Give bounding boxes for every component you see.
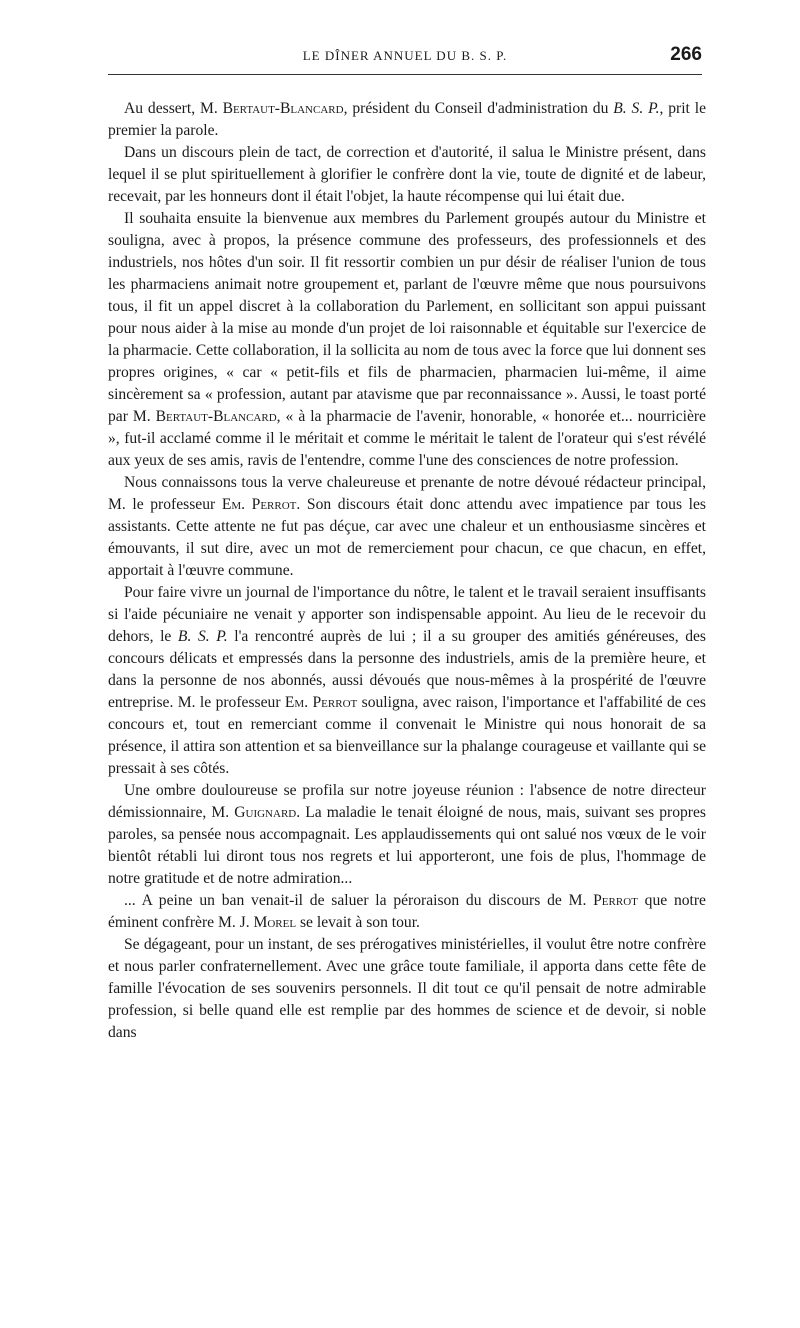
paragraph-6-text-b: . La maladie le tenait éloigné de nous, mais, suivant ses propres paroles, sa pensée nous accompagnait. Les applaudissements qui ont salué nos vœux de le voir bientôt rétabli lui diront tous nos regrets et lui apporteront, une fois de plus, l'hommage de notre gratitude et de notre admiration... <box>108 804 706 887</box>
paragraph-8: Se dégageant, pour un instant, de ses prérogatives ministérielles, il voulut être notre confrère et nous parler confraternellement. Avec une grâce toute familiale, il apporta dans cette fête de famille l'évocation de ses souvenirs personnels. Il dit tout ce qu'il pensait de notre admirable profession, si belle quand elle est remplie par des hommes de science et de devoir, si noble dans <box>108 936 706 1041</box>
paragraph-1 <box>108 98 706 142</box>
page-header <box>108 44 702 75</box>
person-name: Guignard <box>234 804 297 821</box>
paragraph-5-text-a: Pour faire vivre un journal de l'importance du nôtre, le talent et le travail seraient insuffisants si l'aide pécuniaire ne venait y apporter son indispensable appoint. Au lieu de le recevoir du dehors, le <box>108 584 706 645</box>
paragraph-7-text-c: se levait à son tour. <box>296 914 420 931</box>
person-name: Em. Perrot <box>284 694 358 711</box>
person-name: Em. Perrot <box>221 496 297 513</box>
page-number: 266 <box>670 44 702 65</box>
paragraph-4-text-a: Nous connaissons tous la verve chaleureuse et prenante de notre dévoué rédacteur principal, M. le professeur <box>108 474 706 513</box>
paragraph-3-text-b: , « à la pharmacie de l'avenir, honorable, « honorée et... nourricière », fut-il acclamé comme il le méritait et comme le méritait le talent de l'orateur qui s'est révélé aux yeux de ses amis, ravis de l'entendre, comme l'une des consciences de notre profession. <box>108 408 706 469</box>
paragraph-3-text-a: Il souhaita ensuite la bienvenue aux membres du Parlement groupés autour du Ministre et souligna, avec à propos, la présence commune des professeurs, des professionnels et des industriels, nos hôtes d'un soir. Il fit ressortir combien un pur désir de réaliser l'union de tous les pharmaciens animait notre groupement et, parlant de l'œuvre même que nous poursuivons tous, il fit un appel discret à la collaboration du Parlement, en sollicitant son appui puissant pour nous aider à la mise au monde d'un projet de loi raisonnable et équitable sur l'exercice de la pharmacie. Cette collaboration, il la sollicita au nom de tous avec la force que lui donnent ses propres origines, « car « petit-fils et fils de pharmacien, pharmacien lui-même, il aime sincèrement sa « profession, autant par atavisme que par reconnaissance ». Aussi, le toast porté par M. <box>108 210 706 425</box>
article-body <box>108 98 706 1044</box>
paragraph-1-text-b: , président du Conseil d'administration du <box>343 100 614 117</box>
person-name: Perrot <box>593 892 638 909</box>
paragraph-2: Dans un discours plein de tact, de correction et d'autorité, il salua le Ministre présent, dans lequel il se plut spirituellement à glorifier le confrère dont la vie, toute de dignité et de labeur, recevait, par les honneurs dont il était l'objet, la haute récompense qui lui était due. <box>108 144 706 205</box>
journal-name: B. S. P. <box>613 100 660 117</box>
running-title: LE DÎNER ANNUEL DU B. S. P. <box>302 48 508 63</box>
paragraph-5-text-c: souligna, avec raison, l'importance et l'affabilité de ces concours et, tout en remerciant comme il convenait le Ministre qui nous honorait de sa présence, il attira son attention et sa bienveillance sur la phalange courageuse et vaillante qui se pressait à ses côtés. <box>108 694 706 777</box>
paragraph-5 <box>108 582 706 780</box>
paragraph-6 <box>108 780 706 890</box>
paragraph-7-text-b: que notre éminent confrère M. J. <box>108 892 706 931</box>
paragraph-4 <box>108 472 706 582</box>
paragraph-1-text-a: Au dessert, M. <box>124 100 223 117</box>
paragraph-6-text-a: Une ombre douloureuse se profila sur notre joyeuse réunion : l'absence de notre directeur démissionnaire, M. <box>108 782 706 821</box>
person-name: Morel <box>253 914 297 931</box>
person-name: Bertaut-Blancard <box>222 100 344 117</box>
paragraph-4-text-b: . Son discours était donc attendu avec impatience par tous les assistants. Cette attente ne fut pas déçue, car avec une chaleur et un enthousiasme sincères et émouvants, il sut dire, avec un mot de remerciement pour chacun, ce que chacun, en effet, apportait à l'œuvre commune. <box>108 496 706 579</box>
paragraph-3 <box>108 208 706 472</box>
paragraph-7 <box>108 890 706 934</box>
paragraph-5-text-b: l'a rencontré auprès de lui ; il a su grouper des amitiés généreuses, des concours délicats et empressés dans la personne des industriels, amis de la première heure, et dans la personne de nos abonnés, aussi dévoués que nous-mêmes à la prospérité de l'œuvre entreprise. M. le professeur <box>108 628 706 711</box>
paragraph-1-text-c: , prit le premier la parole. <box>108 100 706 139</box>
journal-name: B. S. P. <box>177 628 228 645</box>
person-name: Bertaut-Blancard <box>155 408 277 425</box>
paragraph-7-text-a: ... A peine un ban venait-il de saluer la péroraison du discours de M. <box>124 892 594 909</box>
